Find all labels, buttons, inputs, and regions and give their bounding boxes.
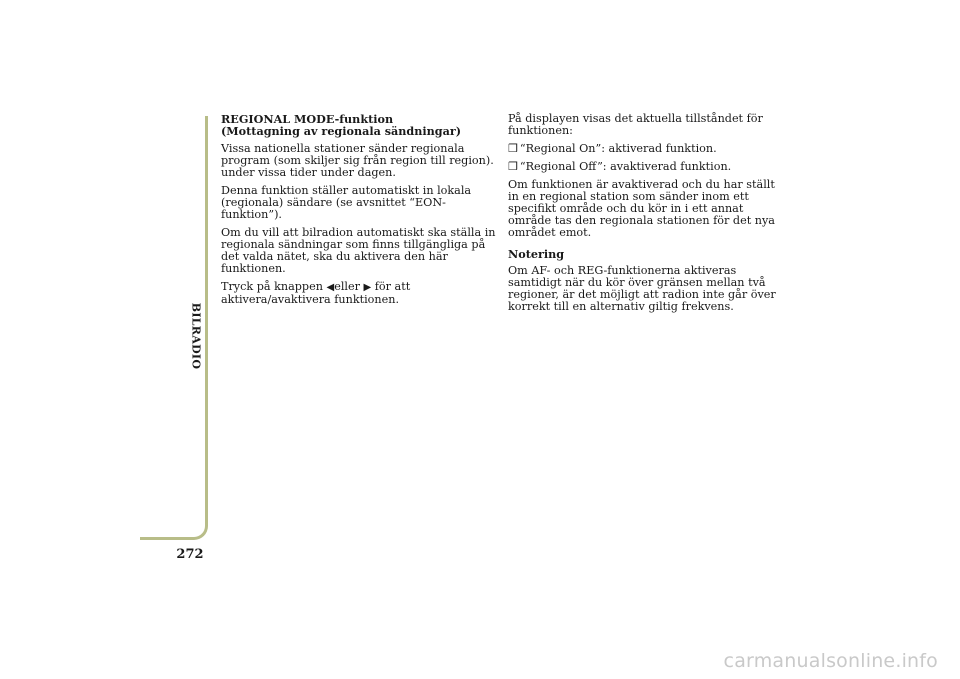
bullet-text-2: “Regional Off”: avaktiverad funktion.: [519, 160, 732, 173]
bullet-text-1: “Regional On”: aktiverad funktion.: [519, 142, 717, 155]
heading-line-2: (Mottagning av regionala sändningar): [221, 124, 462, 138]
bullet-item-2: [508, 161, 786, 173]
paragraph-4: [221, 281, 496, 306]
right-paragraph-1: På displayen visas det aktuella tillståndet för funktionen:: [508, 112, 763, 137]
arrow-left-icon: ◀: [326, 282, 335, 293]
note-text: Om AF- och REG-funktionerna aktiveras samtidigt när du kör över gränsen mellan två regioner, är det möjligt att radion inte går över korrekt till en alternativ giltig frekvens.: [508, 264, 776, 313]
paragraph-4-part-1: Tryck på knappen: [221, 280, 323, 293]
paragraph-1: Vissa nationella stationer sänder regionala program (som skiljer sig från region till region). under vissa tider under dagen.: [221, 142, 494, 179]
checkbox-bullet-icon: ❒: [508, 142, 518, 155]
page-number: 272: [176, 547, 204, 562]
paragraph-3: Om du vill att bilradion automatiskt ska ställa in regionala sändningar som finns tillgängliga på det valda nätet, ska du aktivera den här funktionen.: [221, 226, 496, 275]
note-heading: Notering: [508, 247, 565, 261]
checkbox-bullet-icon: ❒: [508, 160, 518, 173]
right-column: [508, 113, 786, 319]
left-column: [221, 113, 496, 312]
paragraph-2: Denna funktion ställer automatiskt in lokala (regionala) sändare (se avsnittet “EON-funktion”).: [221, 184, 472, 221]
paragraph-4-part-2: eller: [334, 280, 360, 293]
paragraph-4-part-3: för att aktivera/avaktivera funktionen.: [221, 280, 411, 306]
arrow-right-icon: ▶: [363, 282, 372, 293]
section-heading: [221, 113, 496, 137]
section-label: BILRADIO: [189, 302, 203, 370]
bullet-item-1: [508, 143, 786, 155]
heading-line-1: REGIONAL MODE-funktion: [221, 112, 394, 126]
watermark: carmanualsonline.info: [723, 650, 938, 672]
right-paragraph-2: Om funktionen är avaktiverad och du har ställt in en regional station som sänder inom ett specifikt område och du kör in i ett annat område tas den regionala stationen för det nya området emot.: [508, 178, 775, 239]
